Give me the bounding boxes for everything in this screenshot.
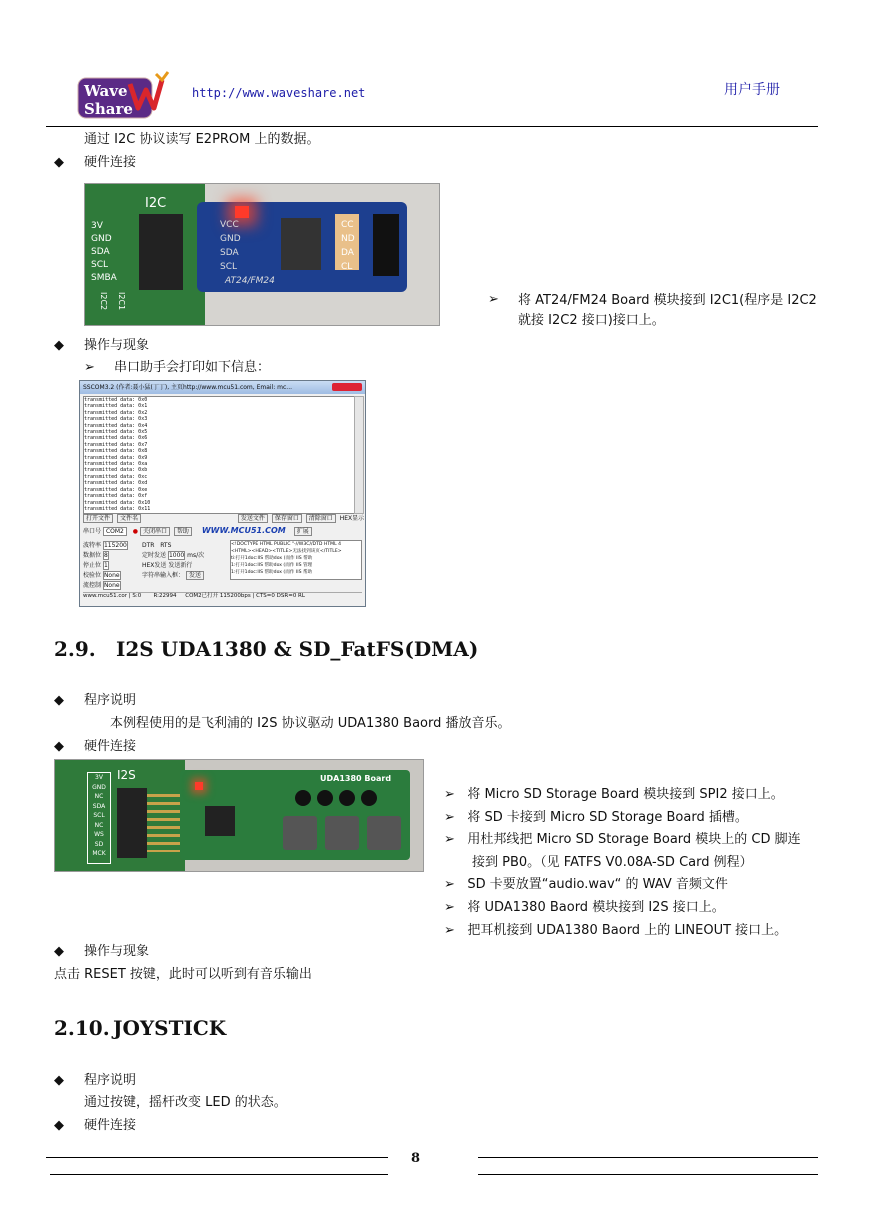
header-url[interactable]: http://www.waveshare.net	[192, 86, 366, 100]
output-line: transmitted data: 0x7	[84, 441, 148, 448]
diamond-bullet-icon: ◆	[54, 338, 64, 353]
led-indicator	[235, 206, 249, 218]
sec210-prog-text: 通过按键，摇杆改变 LED 的状态。	[84, 1095, 287, 1110]
hex-send-checkbox[interactable]: HEX发送	[142, 562, 167, 569]
step-5: 将 UDA1380 Baord 模块接到 I2S 接口上。	[467, 899, 725, 915]
output-line: transmitted data: 0xc	[84, 473, 148, 480]
open-file-button[interactable]: 打开文件	[83, 514, 113, 523]
board-title: I2C	[145, 196, 167, 211]
capacitor	[339, 790, 355, 806]
step-6: 把耳机接到 UDA1380 Baord 上的 LINEOUT 接口上。	[467, 922, 788, 938]
save-window-button[interactable]: 保存窗口	[272, 514, 302, 523]
textarea-line: 1:打开1doc:IIS 帮助dox (而作 IIS 帮助	[231, 570, 313, 575]
output-line: transmitted data: 0x3	[84, 416, 148, 423]
textarea-line: ti:打开1doc:IIS 帮助dox (而作 IIS 帮助	[231, 556, 313, 561]
i2c-board-photo	[84, 183, 440, 326]
footer-line-right	[478, 1157, 818, 1158]
capacitor	[361, 790, 377, 806]
sscom-titlebar	[80, 381, 365, 394]
audio-jack	[325, 816, 359, 850]
board-pin-labels: 3V GND NC SDA SCL NC WS SD MCK	[87, 772, 111, 864]
textarea-line: <HTML><HEAD><TITLE>无法找到该页</TITLE>	[231, 549, 342, 554]
sec29-prog-heading: 程序说明	[84, 693, 137, 708]
baud-select[interactable]: 115200	[103, 542, 127, 549]
output-line: transmitted data: 0x4	[84, 422, 148, 429]
footer-line-right-2	[478, 1174, 818, 1175]
footer-line-left-2	[50, 1174, 388, 1175]
step-2: 将 SD 卡接到 Micro SD Storage Board 插槽。	[467, 809, 748, 825]
sec29-op-heading: 操作与现象	[84, 944, 150, 959]
expand-button[interactable]: 扩展	[294, 527, 312, 536]
databits-select[interactable]: 8	[103, 552, 108, 559]
rts-checkbox[interactable]: RTS	[160, 542, 172, 549]
diamond-bullet-icon: ◆	[54, 1073, 64, 1088]
i2c-op-sub: 串口助手会打印如下信息：	[114, 360, 271, 375]
arrow-bullet-icon: ➢	[444, 809, 455, 825]
header-divider	[46, 126, 818, 127]
audio-jack	[367, 816, 401, 850]
output-line: transmitted data: 0x10	[84, 499, 151, 506]
pin-header	[117, 788, 147, 858]
hex-show-checkbox[interactable]: HEX显示	[339, 515, 365, 522]
arrow-bullet-icon: ➢	[444, 877, 455, 893]
timed-send-checkbox[interactable]: 定时发送	[142, 552, 167, 559]
record-icon: ●	[132, 528, 139, 535]
board-title: I2S	[117, 768, 136, 782]
help-button[interactable]: 帮助	[174, 527, 192, 536]
output-line: transmitted data: 0x11	[84, 505, 151, 512]
step-3-cont: 接到 PB0。（见 FATFS V0.08A-SD Card 例程）	[472, 854, 753, 870]
output-line: transmitted data: 0x1	[84, 403, 148, 410]
sscom-scrollbar[interactable]	[354, 396, 364, 514]
led-indicator	[195, 782, 203, 790]
step-1: 将 Micro SD Storage Board 模块接到 SPI2 接口上。	[467, 787, 784, 802]
diamond-bullet-icon: ◆	[54, 1118, 64, 1133]
uda-title: UDA1380 Board	[320, 774, 392, 783]
module-right-labels: CC ND DA CL	[341, 220, 355, 272]
diamond-bullet-icon: ◆	[54, 155, 64, 170]
pin-header	[139, 214, 183, 290]
close-icon[interactable]	[332, 383, 362, 391]
output-line: transmitted data: 0xf	[84, 493, 148, 500]
section-2-9-title: I2S UDA1380 & SD_FatFS(DMA)	[116, 637, 479, 661]
stopbits-select[interactable]: 1	[103, 562, 108, 569]
newline-checkbox[interactable]: 发送新行	[168, 562, 193, 569]
header-manual-label: 用户手册	[724, 82, 780, 98]
module-name: AT24/FM24	[225, 276, 275, 286]
section-2-9-number: 2.9.	[54, 637, 96, 661]
close-port-button[interactable]: 关闭串口	[140, 527, 170, 536]
step-4: SD 卡要放置“audio.wav“ 的 WAV 音频文件	[467, 877, 728, 893]
sscom-row1	[83, 515, 364, 522]
board-side-label-1: I2C2	[99, 292, 108, 311]
footer-line-left	[46, 1157, 388, 1158]
port-label: 串口号	[83, 528, 102, 535]
section-2-10-number: 2.10.	[54, 1016, 110, 1040]
arrow-bullet-icon: ➢	[488, 292, 499, 307]
board-pin-labels: 3V GND SDA SCL SMBA	[91, 221, 117, 283]
board-side-label-2: I2C1	[117, 292, 126, 311]
sec210-hardware-heading: 硬件连接	[84, 1118, 137, 1133]
section-2-10-title: JOYSTICK	[113, 1016, 227, 1040]
arrow-bullet-icon: ➢	[444, 899, 455, 915]
send-options: DTR RTS 定时发送 1000 ms/次 HEX发送 发送新行 字符串输入框： 发送	[142, 542, 205, 579]
interval-input[interactable]: 1000	[168, 552, 185, 559]
i2c-intro: 通过 I2C 协议读写 E2PROM 上的数据。	[84, 132, 320, 147]
send-file-button[interactable]: 发送文件	[238, 514, 268, 523]
page-number: 8	[411, 1151, 421, 1166]
output-line: transmitted data: 0xb	[84, 467, 148, 474]
sscom-statusbar: www.mcu51.cor | S:0 R:22994 COM2已打开 115200bps | CTS=0 DSR=0 RL	[83, 592, 362, 603]
arrow-bullet-icon: ➢	[84, 360, 95, 375]
brand-text: WWW.MCU51.COM	[201, 526, 286, 535]
textarea-line: 1:打开1doc:IIS 帮助dox (而作 IIS 管理	[231, 563, 313, 568]
chip-ic	[281, 218, 321, 270]
sec29-op-text: 点击 RESET 按键，此时可以听到有音乐输出	[54, 967, 312, 982]
sscom-row2	[83, 527, 312, 535]
textarea-line: <!DOCTYPE HTML PUBLIC "-//W3C//DTD HTML 4	[231, 542, 342, 547]
module-header	[373, 214, 399, 276]
serial-settings: 波特率 115200 数据位 8 停止位 1 校验位 None 流控制 None	[83, 542, 127, 589]
capacitor	[317, 790, 333, 806]
clear-window-button[interactable]: 清除窗口	[306, 514, 336, 523]
diamond-bullet-icon: ◆	[54, 693, 64, 708]
diamond-bullet-icon: ◆	[54, 739, 64, 754]
step-3: 用杜邦线把 Micro SD Storage Board 模块上的 CD 脚连	[467, 832, 801, 848]
output-line: transmitted data: 0xd	[84, 480, 148, 487]
parity-select[interactable]: None	[103, 572, 120, 579]
sec29-hardware-heading: 硬件连接	[84, 739, 137, 754]
output-line: transmitted data: 0xe	[84, 486, 148, 493]
audio-jack	[283, 816, 317, 850]
output-line: transmitted data: 0xa	[84, 461, 148, 468]
dtr-checkbox[interactable]: DTR	[142, 542, 155, 549]
arrow-bullet-icon: ➢	[444, 787, 455, 802]
capacitor	[295, 790, 311, 806]
output-line: transmitted data: 0x9	[84, 454, 148, 461]
file-name-field[interactable]: 文件名	[117, 514, 141, 523]
diamond-bullet-icon: ◆	[54, 944, 64, 959]
i2s-board-photo	[54, 759, 424, 872]
arrow-bullet-icon: ➢	[444, 922, 455, 938]
output-line: transmitted data: 0x8	[84, 448, 148, 455]
i2c-op-heading: 操作与现象	[84, 338, 150, 353]
arrow-bullet-icon: ➢	[444, 832, 455, 848]
sec210-prog-heading: 程序说明	[84, 1073, 137, 1088]
uda-chip	[205, 806, 235, 836]
sec29-steps	[444, 784, 801, 942]
sec29-prog-text: 本例程使用的是飞利浦的 I2S 协议驱动 UDA1380 Baord 播放音乐。	[110, 716, 511, 731]
port-select[interactable]: COM2	[103, 527, 127, 536]
output-line: transmitted data: 0x6	[84, 435, 148, 442]
sscom-title: SSCOM3.2 (作者:聂小猛(丁丁), 主页http://www.mcu51.com, Email: mc...	[83, 384, 293, 391]
svg-text:Wave: Wave	[84, 82, 128, 100]
send-button[interactable]: 发送	[186, 571, 204, 580]
waveshare-logo	[76, 70, 174, 122]
output-line: transmitted data: 0x5	[84, 429, 148, 436]
module-pin-labels: VCC GND SDA SCL	[220, 220, 241, 272]
i2c-hardware-heading: 硬件连接	[84, 155, 137, 170]
flow-select[interactable]: None	[103, 582, 120, 589]
sscom-output[interactable]	[83, 396, 355, 514]
svg-text:Share: Share	[84, 100, 133, 118]
output-line: transmitted data: 0x2	[84, 409, 148, 416]
i2c-connect-note: 将 AT24/FM24 Board 模块接到 I2C1(程序是 I2C2 就接 I2C2 接口)接口上。	[518, 293, 817, 328]
output-line: transmitted data: 0x0	[84, 397, 148, 403]
sscom-window	[79, 380, 366, 607]
send-textarea[interactable]	[230, 540, 362, 580]
